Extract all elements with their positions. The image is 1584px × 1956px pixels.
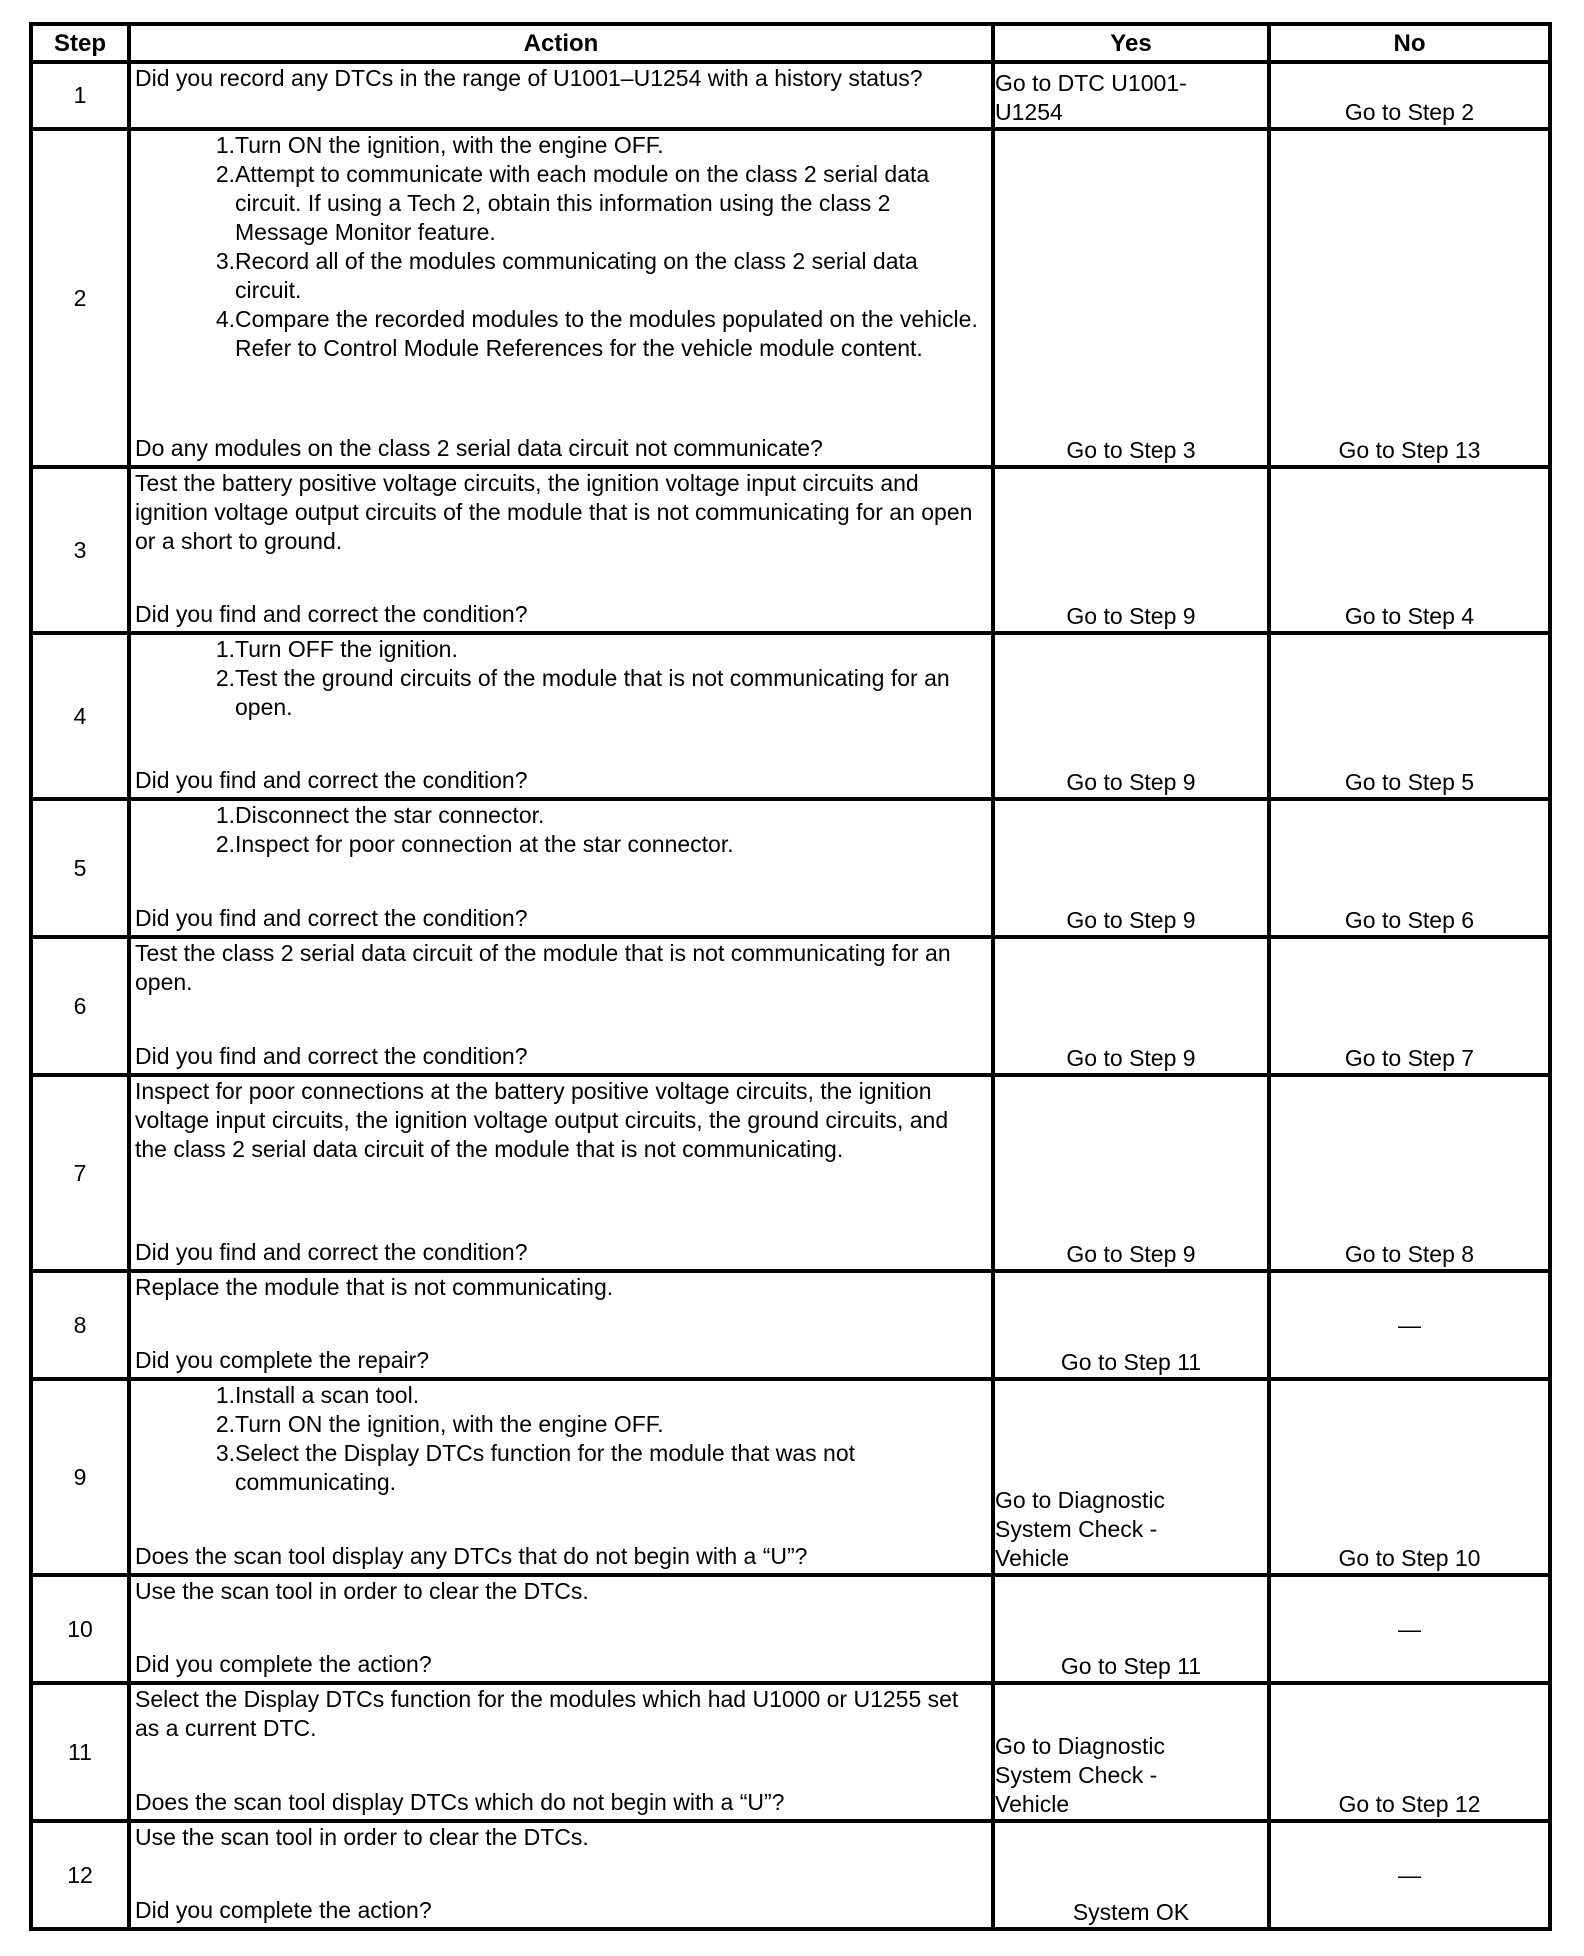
yes-cell — [993, 1379, 1269, 1575]
yes-cell — [993, 467, 1269, 633]
yes-answer: Go to Step 11 — [1060, 1349, 1202, 1375]
yes-cell — [993, 129, 1269, 467]
no-cell — [1269, 1575, 1550, 1683]
yes-answer: Go to Diagnostic System Check - Vehicle — [995, 1733, 1166, 1817]
yes-cell — [993, 1683, 1269, 1821]
no-answer: Go to Step 7 — [1344, 1045, 1475, 1071]
yes-cell — [993, 1575, 1269, 1683]
no-cell — [1269, 129, 1550, 467]
action-cell — [129, 62, 993, 129]
action-cell — [129, 1379, 993, 1575]
yes-cell — [993, 1821, 1269, 1929]
table-row — [31, 799, 1550, 937]
no-cell — [1269, 467, 1550, 633]
yes-answer: Go to Step 9 — [1066, 769, 1196, 795]
no-answer: Go to Step 4 — [1344, 603, 1475, 629]
no-cell — [1269, 1271, 1550, 1379]
yes-answer: Go to DTC U1001-U1254 — [995, 70, 1187, 125]
action-question: Did you find and correct the condition? — [135, 1043, 528, 1069]
action-question: Did you find and correct the condition? — [135, 601, 528, 627]
action-question: Did you complete the repair? — [135, 1347, 430, 1373]
yes-cell — [993, 799, 1269, 937]
table-row — [31, 129, 1550, 467]
header-row — [31, 24, 1550, 62]
list-item: 1. Install a scan tool. — [235, 1381, 983, 1410]
yes-answer: Go to Diagnostic System Check - Vehicle — [995, 1487, 1166, 1571]
header-yes: Yes — [993, 24, 1269, 62]
action-question: Did you find and correct the condition? — [135, 905, 528, 931]
no-cell — [1269, 1821, 1550, 1929]
no-answer: Go to Step 6 — [1344, 907, 1475, 933]
yes-cell — [993, 1075, 1269, 1271]
yes-cell — [993, 62, 1269, 129]
action-cell — [129, 799, 993, 937]
table-row — [31, 633, 1550, 799]
yes-answer: Go to Step 11 — [1060, 1653, 1202, 1679]
action-cell — [129, 1575, 993, 1683]
no-cell — [1269, 1683, 1550, 1821]
no-cell — [1269, 1075, 1550, 1271]
action-text: Select the Display DTCs function for the modules which had U1000 or U1255 set as a current DTC. — [135, 1686, 959, 1741]
list-item: 3. Record all of the modules communicating on the class 2 serial data circuit. — [235, 247, 983, 305]
yes-answer: Go to Step 9 — [1066, 603, 1196, 629]
no-cell — [1269, 633, 1550, 799]
list-item: 3. Select the Display DTCs function for the module that was not communicating. — [235, 1439, 983, 1497]
header-action: Action — [129, 24, 993, 62]
action-text: Use the scan tool in order to clear the DTCs. — [135, 1824, 589, 1850]
diagnostic-table — [29, 22, 1552, 1931]
no-answer: Go to Step 10 — [1338, 1545, 1481, 1571]
table-row — [31, 1271, 1550, 1379]
table-row — [31, 62, 1550, 129]
action-question: Did you find and correct the condition? — [135, 1239, 528, 1265]
list-item: 1. Turn OFF the ignition. — [235, 635, 983, 664]
yes-cell — [993, 937, 1269, 1075]
action-question: Does the scan tool display any DTCs that do not begin with a “U”? — [135, 1543, 808, 1569]
step-number: 5 — [31, 799, 129, 937]
action-cell — [129, 1821, 993, 1929]
action-cell — [129, 633, 993, 799]
table-row — [31, 1683, 1550, 1821]
header-step: Step — [31, 24, 129, 62]
action-cell — [129, 467, 993, 633]
no-cell — [1269, 937, 1550, 1075]
step-number: 12 — [31, 1821, 129, 1929]
yes-answer: System OK — [1072, 1899, 1190, 1925]
action-text: Test the battery positive voltage circuits, the ignition voltage input circuits and ignition voltage output circuits of the module that is not communicating for an open or a short to ground. — [135, 470, 973, 554]
table-row — [31, 1575, 1550, 1683]
list-item: 1. Turn ON the ignition, with the engine OFF. — [235, 131, 983, 160]
action-text: Use the scan tool in order to clear the DTCs. — [135, 1578, 589, 1604]
step-number: 6 — [31, 937, 129, 1075]
list-item: 2. Attempt to communicate with each module on the class 2 serial data circuit. If using a Tech 2, obtain this information using the class 2 Message Monitor feature. — [235, 160, 983, 247]
step-number: 10 — [31, 1575, 129, 1683]
no-cell — [1269, 1379, 1550, 1575]
step-number: 7 — [31, 1075, 129, 1271]
action-cell — [129, 1683, 993, 1821]
list-item: 1. Disconnect the star connector. — [235, 801, 983, 830]
list-item: 2. Turn ON the ignition, with the engine OFF. — [235, 1410, 983, 1439]
action-question: Did you complete the action? — [135, 1651, 432, 1677]
no-answer: — — [1398, 1311, 1421, 1338]
action-question: Do any modules on the class 2 serial data circuit not communicate? — [135, 435, 823, 461]
action-list — [135, 131, 983, 363]
table-row — [31, 467, 1550, 633]
step-number: 3 — [31, 467, 129, 633]
no-answer: Go to Step 8 — [1344, 1241, 1475, 1267]
step-number: 4 — [31, 633, 129, 799]
action-list — [135, 1381, 983, 1497]
no-answer: — — [1398, 1615, 1421, 1642]
no-answer: Go to Step 12 — [1338, 1791, 1481, 1817]
action-list — [135, 635, 983, 722]
action-text: Replace the module that is not communicating. — [135, 1274, 614, 1300]
no-cell — [1269, 62, 1550, 129]
yes-answer: Go to Step 9 — [1066, 1241, 1196, 1267]
list-item: 2. Inspect for poor connection at the star connector. — [235, 830, 983, 859]
action-cell — [129, 1075, 993, 1271]
action-list — [135, 801, 983, 859]
action-cell — [129, 1271, 993, 1379]
yes-answer: Go to Step 9 — [1066, 1045, 1196, 1071]
no-answer: — — [1398, 1861, 1421, 1888]
action-question: Did you find and correct the condition? — [135, 767, 528, 793]
action-question: Does the scan tool display DTCs which do not begin with a “U”? — [135, 1789, 785, 1815]
action-question: Did you complete the action? — [135, 1897, 432, 1923]
header-no: No — [1269, 24, 1550, 62]
no-answer: Go to Step 13 — [1338, 437, 1481, 463]
list-item: 2. Test the ground circuits of the module that is not communicating for an open. — [235, 664, 983, 722]
yes-cell — [993, 633, 1269, 799]
yes-answer: Go to Step 9 — [1066, 907, 1196, 933]
no-answer: Go to Step 5 — [1344, 769, 1475, 795]
action-text: Test the class 2 serial data circuit of the module that is not communicating for an open. — [135, 940, 951, 995]
step-number: 8 — [31, 1271, 129, 1379]
no-cell — [1269, 799, 1550, 937]
action-cell — [129, 937, 993, 1075]
list-item: 4. Compare the recorded modules to the modules populated on the vehicle. Refer to Control Module References for the vehicle module content. — [235, 305, 983, 363]
no-answer: Go to Step 2 — [1344, 99, 1475, 125]
step-number: 1 — [31, 62, 129, 129]
table-row — [31, 1821, 1550, 1929]
action-text: Did you record any DTCs in the range of U1001–U1254 with a history status? — [135, 65, 923, 91]
yes-cell — [993, 1271, 1269, 1379]
step-number: 11 — [31, 1683, 129, 1821]
table-row — [31, 1379, 1550, 1575]
action-cell — [129, 129, 993, 467]
table-row — [31, 937, 1550, 1075]
step-number: 2 — [31, 129, 129, 467]
yes-answer: Go to Step 3 — [1066, 437, 1196, 463]
action-text: Inspect for poor connections at the battery positive voltage circuits, the ignition voltage input circuits, the ignition voltage output circuits, the ground circuits, and the class 2 serial data circuit of the module that is not communicating. — [135, 1078, 949, 1162]
step-number: 9 — [31, 1379, 129, 1575]
table-row — [31, 1075, 1550, 1271]
